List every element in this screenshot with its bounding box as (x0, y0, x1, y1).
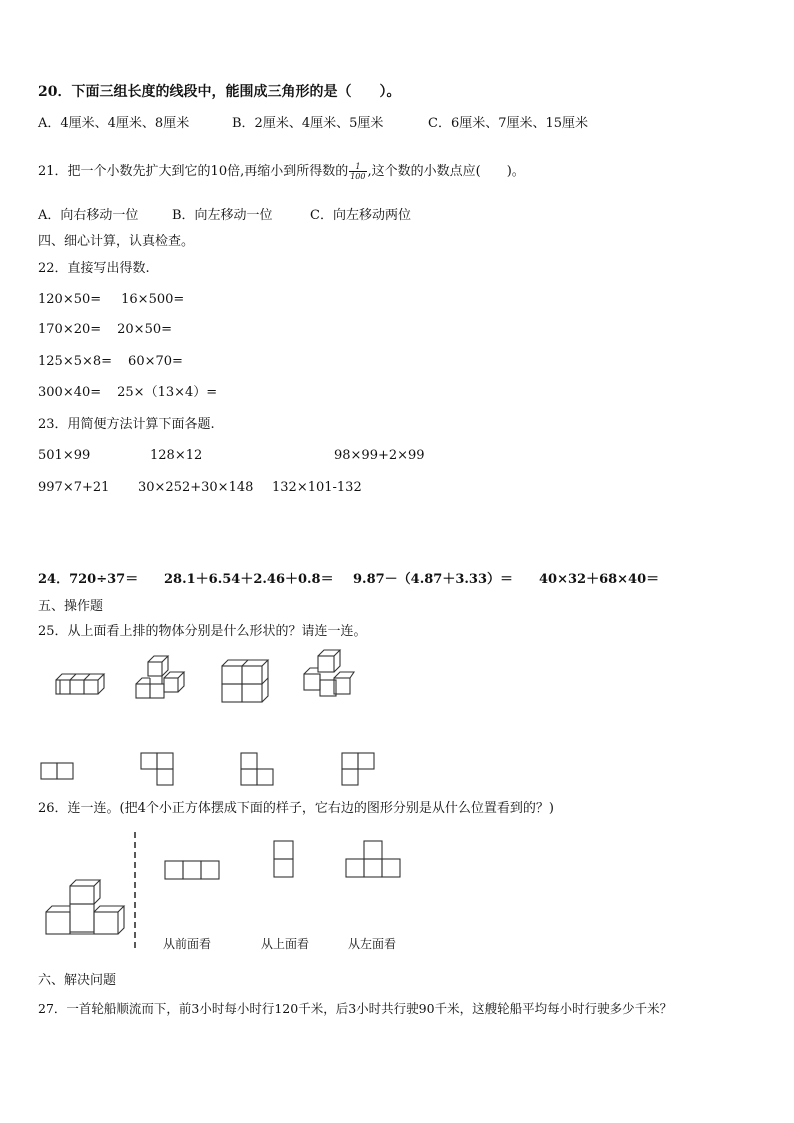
q23-item: 501×99 (38, 448, 91, 463)
section-5-title: 五、操作题 (38, 599, 104, 614)
q21-fraction-denominator: 100 (350, 172, 366, 181)
q24-item: 24．720÷37＝ (38, 572, 139, 587)
q25-stem: 25．从上面看上排的物体分别是什么形状的？请连一连。 (38, 624, 367, 639)
q21-fraction-numerator: 1 (349, 162, 366, 172)
q22-item: 20×50= (117, 322, 173, 337)
q23-item: 128×12 (150, 448, 203, 463)
q21-option-a: A．向右移动一位 (38, 208, 139, 223)
q20-option-b: B．2厘米、4厘米、5厘米 (232, 116, 384, 131)
q24-item: 40×32＋68×40＝ (539, 572, 660, 587)
q25-view-shape-4 (341, 752, 377, 788)
q26-cube-figure (44, 878, 126, 938)
q23-item: 132×101-132 (272, 480, 362, 495)
q25-cube-figure-4 (300, 650, 356, 704)
q22-item: 16×500= (121, 292, 185, 307)
q27-stem: 27．一首轮船顺流而下，前3小时每小时行120千米，后3小时共行驶90千米，这艘轮船平均每小时行驶多少千米？ (38, 1001, 673, 1016)
q23-item: 30×252+30×148 (138, 480, 254, 495)
q25-view-shape-3 (240, 752, 276, 788)
q26-view-shape-1 (164, 860, 222, 880)
q20-option-c: C．6厘米、7厘米、15厘米 (428, 116, 589, 131)
q25-cube-figure-2 (134, 656, 190, 704)
q20-option-a: A．4厘米、4厘米、8厘米 (38, 116, 190, 131)
q23-item: 98×99+2×99 (334, 448, 425, 463)
q22-stem: 22．直接写出得数. (38, 261, 150, 276)
q22-row-3 (38, 354, 183, 370)
q21-option-b: B．向左移动一位 (172, 208, 273, 223)
q26-stem: 26．连一连。(把4个小正方体摆成下面的样子，它右边的图形分别是从什么位置看到的？) (38, 801, 554, 816)
q25-cube-figure-1 (54, 668, 104, 704)
q24-item: 28.1＋6.54＋2.46＋0.8＝ (164, 572, 334, 587)
q26-view-shape-3 (345, 840, 405, 880)
q23-stem: 23．用简便方法计算下面各题. (38, 417, 215, 432)
q22-row-1 (38, 292, 184, 308)
q22-row-2 (38, 322, 172, 338)
q21-stem (38, 162, 525, 181)
q21-stem-pre: 21．把一个小数先扩大到它的10倍,再缩小到所得数的 (38, 164, 349, 179)
q21-stem-post: ,这个数的小数点应( )。 (367, 164, 525, 179)
q24-item: 9.87－（4.87＋3.33）＝ (353, 572, 513, 587)
q22-item: 25×（13×4）= (117, 385, 218, 400)
q22-item: 300×40= (38, 385, 102, 400)
q26-view-label: 从前面看 (163, 937, 212, 951)
q25-cube-figure-3 (220, 656, 270, 706)
q22-item: 60×70= (128, 354, 183, 369)
q20-stem: 20．下面三组长度的线段中，能围成三角形的是（ ）。 (38, 84, 401, 100)
q22-item: 120×50= (38, 292, 102, 307)
q25-view-shape-1 (40, 761, 76, 781)
q26-divider-dashed-line (133, 832, 139, 950)
section-6-title: 六、解决问题 (38, 973, 117, 988)
q23-item: 997×7+21 (38, 480, 110, 495)
q26-view-label: 从左面看 (348, 937, 397, 951)
q21-fraction (349, 162, 366, 181)
q22-item: 125×5×8= (38, 354, 113, 369)
q26-view-label: 从上面看 (261, 937, 310, 951)
q25-view-shape-2 (140, 752, 176, 788)
q26-view-shape-2 (273, 840, 295, 880)
q21-option-c: C．向左移动两位 (310, 208, 411, 223)
q22-item: 170×20= (38, 322, 102, 337)
section-4-title: 四、细心计算，认真检查。 (38, 234, 195, 249)
q22-row-4 (38, 385, 217, 401)
